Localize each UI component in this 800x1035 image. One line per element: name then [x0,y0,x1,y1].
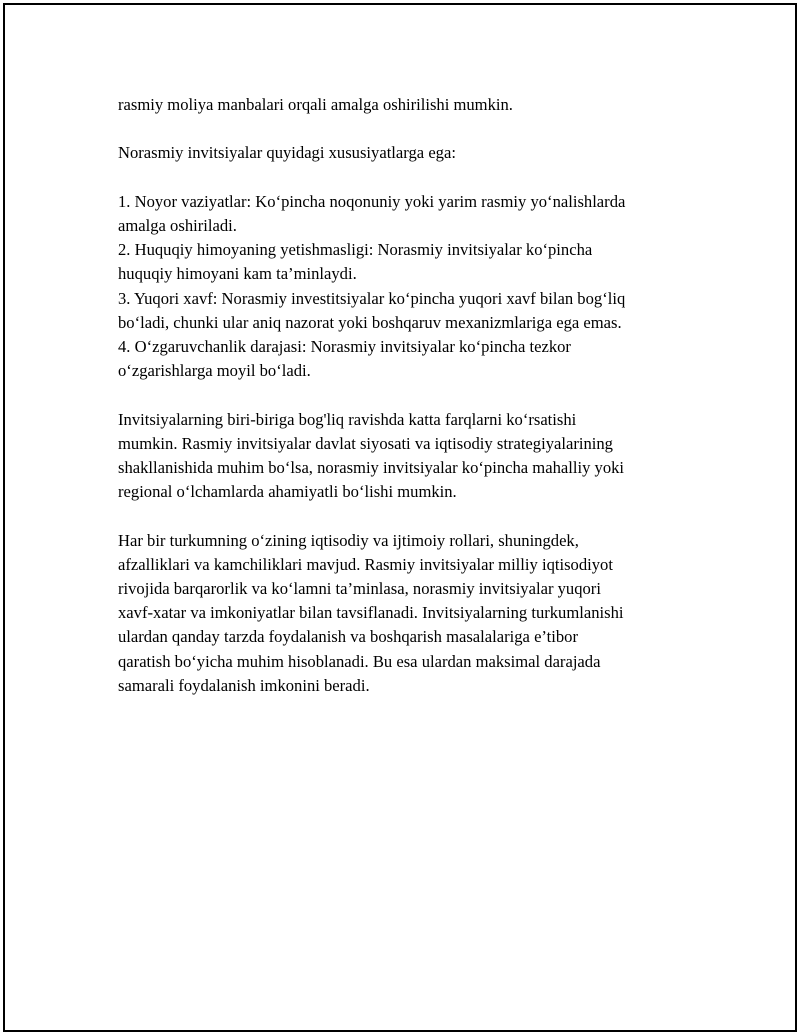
text-line: qaratish bo‘yicha muhim hisoblanadi. Bu esa ulardan maksimal darajada [118,651,601,671]
text-line: shakllanishida muhim bo‘lsa, norasmiy invitsiyalar ko‘pincha mahalliy yoki [118,458,625,477]
text-line: 3. Yuqori xavf: Norasmiy investitsiyalar ko‘pincha yuqori xavf bilan bog‘liq [118,288,626,308]
text-line: amalga oshiriladi. [118,215,237,235]
text-line: regional o‘lchamlarda ahamiyatli bo‘lishi mumkin. [118,482,457,502]
text-line: samarali foydalanish imkonini beradi. [118,675,370,695]
paragraph-gap [118,383,688,407]
text-line: huquqiy himoyani kam ta’minlaydi. [118,264,357,284]
paragraph-gap [118,117,688,141]
text-line: mumkin. Rasmiy invitsiyalar davlat siyosati va iqtisodiy strategiyalarining [118,433,613,453]
text-line: rasmiy moliya manbalari orqali amalga oshirilishi mumkin. [118,95,513,114]
text-line: Har bir turkumning o‘zining iqtisodiy va ijtimoiy rollari, shuningdek, [118,530,579,550]
text-line: xavf-xatar va imkoniyatlar bilan tavsiflanadi. Invitsiyalarning turkumlanishi [118,603,624,623]
text-line: bo‘ladi, chunki ular aniq nazorat yoki boshqaruv mexanizmlariga ega emas. [118,312,622,332]
text-line: ulardan qanday tarzda foydalanish va boshqarish masalalariga e’tibor [118,627,578,647]
text-line: 2. Huquqiy himoyaning yetishmasligi: Norasmiy invitsiyalar ko‘pincha [118,240,593,260]
text-line: Invitsiyalarning biri-biriga bog'liq ravishda katta farqlarni ko‘rsatishi [118,409,577,429]
text-line: o‘zgarishlarga moyil bo‘ladi. [118,361,311,381]
text-line: rivojida barqarorlik va ko‘lamni ta’minlasa, norasmiy invitsiyalar yuqori [118,579,601,598]
text-line: Norasmiy invitsiyalar quyidagi xususiyatlarga ega: [118,143,456,163]
paragraph-gap [118,166,688,190]
text-line: 1. Noyor vaziyatlar: Ko‘pincha noqonuniy yoki yarim rasmiy yo‘nalishlarda [118,191,626,211]
text-line: afzalliklari va kamchiliklari mavjud. Rasmiy invitsiyalar milliy iqtisodiyot [118,554,613,574]
document-body [118,93,688,698]
paragraph-gap [118,504,688,528]
text-line: 4. O‘zgaruvchanlik darajasi: Norasmiy invitsiyalar ko‘pincha tezkor [118,337,571,356]
